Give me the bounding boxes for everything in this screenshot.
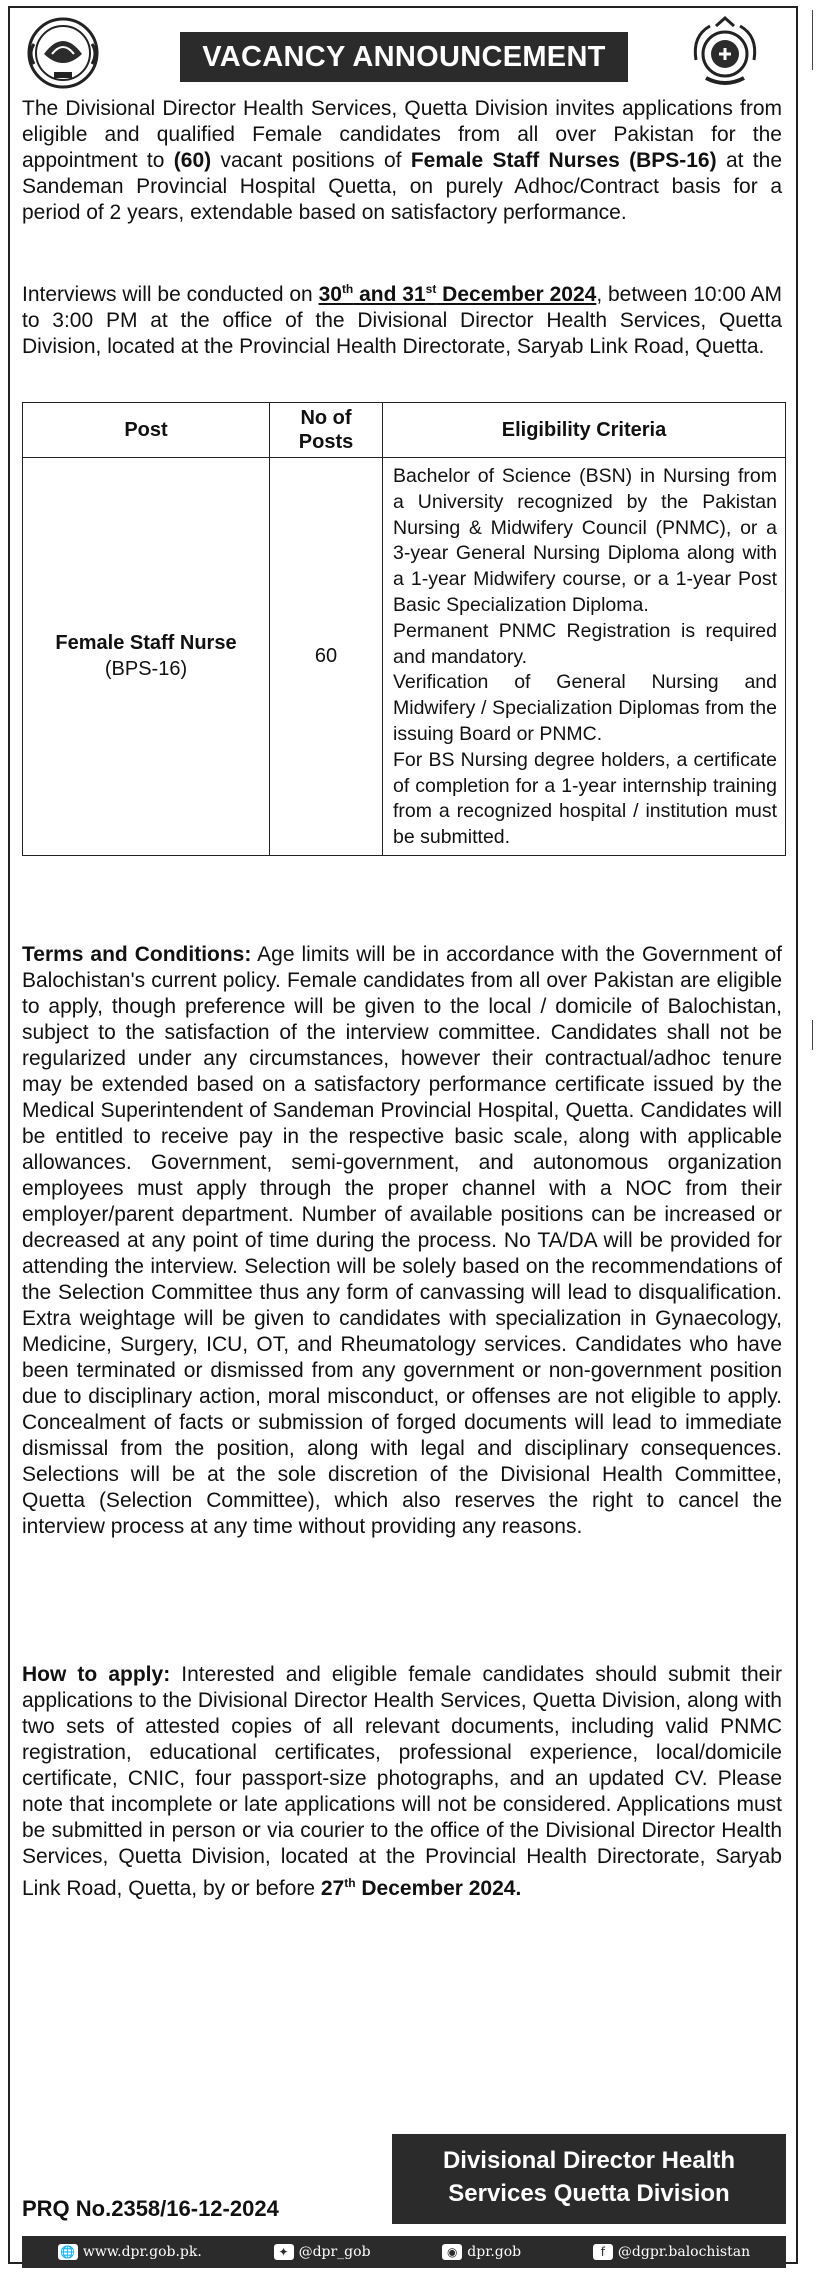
how-to-apply-text: Interested and eligible female candidates should submit their applications to the Divisional Director Health Services, Quetta Division, along with two sets of attested copies of all relevant documents, including valid PNMC registration, educational certificates, professional experience, local/domicile certificate, CNIC, four passport-size photographs, and an updated CV. Please note that incomplete or late applications will not be considered. Applications must be submitted in person or via courier to the office of the Divisional Director Health Services, Quetta Division, located at the Provincial Health Directorate, Saryab Link Road, Quetta, by or before [22, 1663, 782, 1900]
instagram-handle[interactable]: dpr.gob [467, 2244, 522, 2260]
instagram-icon: ◉ [442, 2244, 462, 2260]
interview-text-1: Interviews will be conducted on [22, 283, 319, 306]
column-header-eligibility: Eligibility Criteria [383, 403, 786, 458]
vacancy-table [22, 402, 786, 856]
interview-month: December 2024 [436, 283, 597, 306]
signatory-line-1: Divisional Director Health [442, 2147, 736, 2174]
intro-paragraph [22, 96, 782, 226]
post-scale: (BPS-16) [104, 658, 188, 681]
date-2-suffix: st [425, 282, 437, 296]
page-edge-marks [810, 0, 824, 2282]
intro-text-1: The Divisional Director Health Services, Quetta Division invites applications from eligible and qualified Female candidates from all over Pakistan for the appointment to [22, 97, 782, 172]
post-title: Female Staff Nurse [55, 632, 237, 655]
globe-icon: 🌐 [58, 2244, 78, 2260]
signatory-box [392, 2134, 786, 2224]
prq-number: PRQ No.2358/16-12-2024 [22, 2196, 279, 2221]
terms-text: Age limits will be in accordance with the Government of Balochistan's current policy. Female candidates from all over Pakistan are eligible to apply, though preference will be given to the local / domicile of Balochistan, subject to the satisfaction of the interview committee. Candidates shall not be regularized under any circumstances, however their contractual/adhoc tenure may be extended based on a satisfactory performance certificate issued by the Medical Superintendent of Sandeman Provincial Hospital, Quetta. Candidates will be entitled to receive pay in the respective basic scale, along with applicable allowances. Government, semi-government, and autonomous organization employees must apply through the proper channel with a NOC from their employer/parent department. Number of available positions can be increased or decreased at any point of time during the process. No TA/DA will be provided for attending the interview. Selection will be solely based on the recommendations of the Selection Committee thus any form of canvassing will lead to disqualification. Extra weightage will be given to candidates with specialization in Gynaecology, Medicine, Surgery, ICU, OT, and Rheumatology services. Candidates who have been terminated or dismissed from any government or non-government position due to disciplinary action, moral misconduct, or offenses are not eligible to apply. Concealment of facts or submission of forged documents will lead to immediate dismissal from the position, along with legal and disciplinary consequences. Selections will be at the sole discretion of the Divisional Health Committee, Quetta (Selection Committee), which also reserves the right to cancel the interview process at any time without providing any reasons. [22, 943, 782, 1538]
interview-date-2: and 31 [353, 283, 426, 306]
date-1-suffix: th [341, 282, 354, 296]
interview-date-1: 30 [318, 283, 342, 306]
header [10, 10, 796, 96]
social-twitter[interactable] [274, 2244, 371, 2260]
interview-text-2: , between 10:00 AM to 3:00 PM at the office of the Divisional Director Health Services, Quetta Division, located at the Provincial Health Directorate, Saryab Link Road, Quetta. [22, 283, 782, 358]
table-header-row [23, 403, 786, 458]
position-name: Female Staff Nurses (BPS-16) [410, 149, 717, 172]
criteria-item: For BS Nursing degree holders, a certificate of completion for a 1-year internship training from a recognized hospital / institution must be submitted. [393, 748, 777, 849]
deadline-month: December 2024. [355, 1877, 522, 1900]
interview-paragraph [22, 276, 782, 360]
criteria-item: Bachelor of Science (BSN) in Nursing from a University recognized by the Pakistan Nursing & Midwifery Council (PNMC), or a 3-year General Nursing Diploma along with a 1-year Midwifery course, or a 1-year Post Basic Specialization Diploma. [393, 465, 777, 616]
post-cell [23, 458, 270, 856]
criteria-item: Verification of General Nursing and Midwifery / Specialization Diplomas from the issuing Board or PNMC. [393, 671, 777, 745]
social-website[interactable] [58, 2244, 202, 2260]
deadline [321, 1877, 521, 1900]
edge-mark [812, 10, 813, 70]
table-row [23, 458, 786, 856]
column-header-posts-count: No of Posts [270, 403, 383, 458]
twitter-handle[interactable]: @dpr_gob [298, 2244, 371, 2260]
social-instagram[interactable] [442, 2244, 521, 2260]
column-header-post: Post [23, 403, 270, 458]
balochistan-emblem-icon [24, 14, 102, 92]
page-title: VACANCY ANNOUNCEMENT [180, 32, 628, 82]
how-to-apply-paragraph [22, 1662, 782, 1902]
social-bar [22, 2236, 786, 2268]
post-count: (60) [173, 149, 212, 172]
terms-paragraph [22, 942, 782, 1540]
how-to-apply-heading: How to apply: [22, 1663, 171, 1686]
edge-mark [812, 1020, 813, 1050]
website-link[interactable]: www.dpr.gob.pk. [82, 2244, 202, 2260]
intro-text-3: at the Sandeman Provincial Hospital Quetta, on purely Adhoc/Contract basis for a period of 2 years, extendable based on satisfactory performance. [22, 149, 783, 224]
posts-count-cell: 60 [270, 458, 383, 856]
terms-heading: Terms and Conditions: [22, 943, 252, 966]
deadline-day: 27 [320, 1877, 345, 1900]
social-facebook[interactable] [593, 2244, 750, 2260]
twitter-icon: ✦ [274, 2244, 294, 2260]
health-department-emblem-icon [686, 16, 764, 94]
eligibility-cell [383, 458, 786, 856]
interview-dates [319, 283, 597, 306]
criteria-item: Permanent PNMC Registration is required and mandatory. [393, 619, 777, 668]
facebook-handle[interactable]: @dgpr.balochistan [617, 2244, 751, 2260]
intro-text-2: vacant positions of [211, 149, 411, 172]
facebook-icon: f [593, 2244, 613, 2260]
signatory-line-2: Services Quetta Division [448, 2180, 730, 2207]
deadline-suffix: th [344, 1876, 356, 1890]
